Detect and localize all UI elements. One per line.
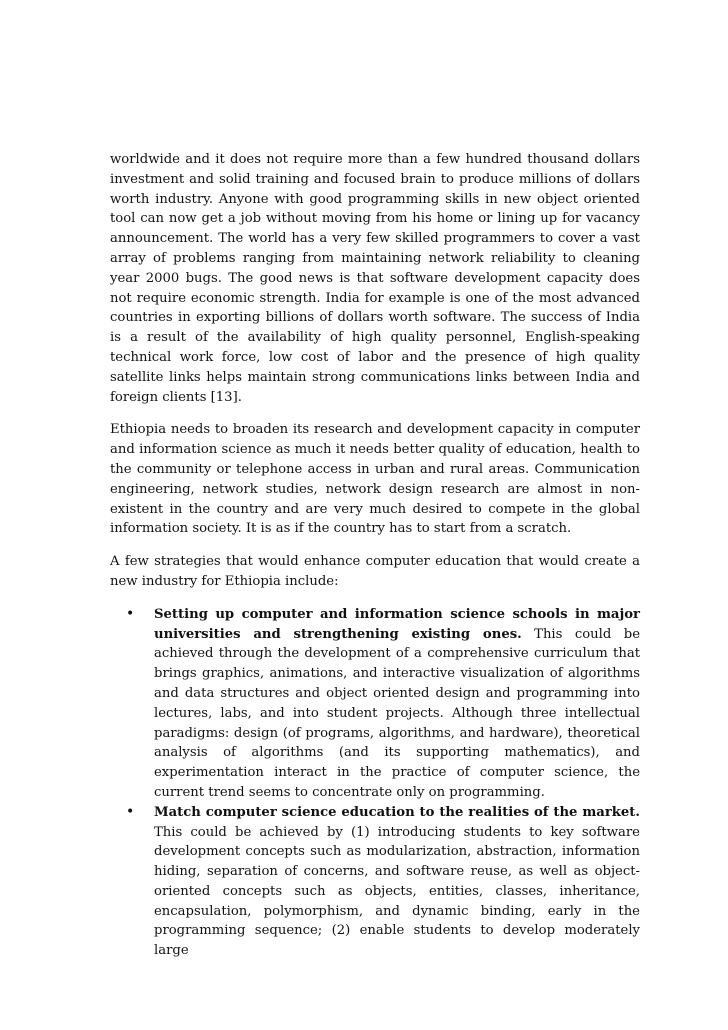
list-item-text: This could be achieved by (1) introducing students to key software development concepts such as modularization, abstraction, information hiding, separation of concerns, and software reuse, as well as object-oriented concepts such as objects, entities, classes, inheritance, encapsulation, polymorphism, and dynamic binding, early in the programming sequence; (2) enable students to develop moderately large (154, 824, 640, 959)
strategy-list (110, 605, 640, 961)
document-page (110, 150, 640, 961)
paragraph-1: worldwide and it does not require more than a few hundred thousand dollars investment and solid training and focused brain to produce millions of dollars worth industry. Anyone with good programming skills in new object oriented tool can now get a job without moving from his home or lining up for vacancy announcement. The world has a very few skilled programmers to cover a vast array of problems ranging from maintaining network reliability to cleaning year 2000 bugs. The good news is that software development capacity does not require economic strength. India for example is one of the most advanced countries in exporting billions of dollars worth software. The success of India is a result of the availability of high quality personnel, English-speaking technical work force, low cost of labor and the presence of high quality satellite links helps maintain strong communications links between India and foreign clients [13]. (110, 152, 640, 405)
list-item-text: This could be achieved through the development of a comprehensive curriculum that brings graphics, animations, and interactive visualization of algorithms and data structures and object oriented design and programming into lectures, labs, and into student projects. Although three intellectual paradigms: design (of programs, algorithms, and hardware), theoretical analysis of algorithms (and its supporting mathematics), and experimentation interact in the practice of computer science, the current trend seems to concentrate only on programming. (154, 626, 640, 800)
paragraph-2: Ethiopia needs to broaden its research and development capacity in computer and information science as much it needs better quality of education, health to the community or telephone access in urban and rural areas. Communication engineering, network studies, network design research are almost in non-existent in the country and are very much desired to compete in the global information society. It is as if the country has to start from a scratch. (110, 422, 640, 537)
bullet-icon: • (126, 803, 135, 820)
list-item-heading: Setting up computer and information science schools in major universities and strengthening existing ones. (154, 606, 640, 642)
list-item (126, 803, 640, 961)
paragraph-3: A few strategies that would enhance computer education that would create a new industry for Ethiopia include: (110, 554, 640, 589)
list-item-heading: Match computer science education to the realities of the market. (154, 804, 640, 820)
list-item (126, 605, 640, 803)
bullet-icon: • (126, 605, 135, 622)
